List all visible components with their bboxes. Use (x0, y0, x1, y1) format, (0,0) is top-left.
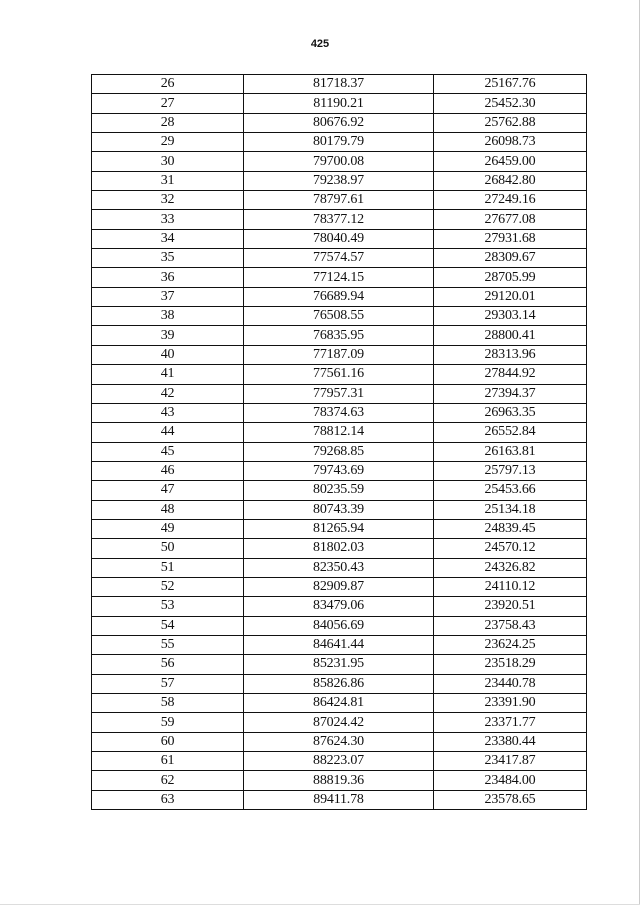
table-row (92, 500, 587, 519)
x-value-cell: 77574.57 (244, 249, 434, 268)
y-value-cell: 23518.29 (434, 655, 587, 674)
y-value-cell: 27394.37 (434, 384, 587, 403)
table-row (92, 481, 587, 500)
data-table (91, 74, 587, 810)
table-row (92, 655, 587, 674)
x-value-cell: 84056.69 (244, 616, 434, 635)
index-cell: 56 (92, 655, 244, 674)
index-cell: 44 (92, 423, 244, 442)
index-cell: 47 (92, 481, 244, 500)
x-value-cell: 78812.14 (244, 423, 434, 442)
y-value-cell: 24839.45 (434, 519, 587, 538)
y-value-cell: 25134.18 (434, 500, 587, 519)
index-cell: 58 (92, 694, 244, 713)
x-value-cell: 78377.12 (244, 210, 434, 229)
y-value-cell: 24570.12 (434, 539, 587, 558)
y-value-cell: 26098.73 (434, 133, 587, 152)
x-value-cell: 81802.03 (244, 539, 434, 558)
y-value-cell: 25762.88 (434, 113, 587, 132)
table-row (92, 597, 587, 616)
index-cell: 33 (92, 210, 244, 229)
index-cell: 36 (92, 268, 244, 287)
index-cell: 26 (92, 75, 244, 94)
table-row (92, 133, 587, 152)
y-value-cell: 24110.12 (434, 577, 587, 596)
table-row (92, 152, 587, 171)
x-value-cell: 85826.86 (244, 674, 434, 693)
table-row (92, 771, 587, 790)
y-value-cell: 23758.43 (434, 616, 587, 635)
table-row (92, 674, 587, 693)
index-cell: 40 (92, 345, 244, 364)
y-value-cell: 23578.65 (434, 790, 587, 809)
index-cell: 48 (92, 500, 244, 519)
index-cell: 62 (92, 771, 244, 790)
x-value-cell: 80743.39 (244, 500, 434, 519)
table-row (92, 461, 587, 480)
y-value-cell: 26163.81 (434, 442, 587, 461)
index-cell: 28 (92, 113, 244, 132)
table-row (92, 365, 587, 384)
y-value-cell: 26459.00 (434, 152, 587, 171)
table-row (92, 345, 587, 364)
index-cell: 52 (92, 577, 244, 596)
y-value-cell: 23920.51 (434, 597, 587, 616)
table-row (92, 384, 587, 403)
table-row (92, 268, 587, 287)
table-row (92, 635, 587, 654)
index-cell: 31 (92, 171, 244, 190)
table-row (92, 732, 587, 751)
index-cell: 27 (92, 94, 244, 113)
table-row (92, 75, 587, 94)
y-value-cell: 24326.82 (434, 558, 587, 577)
table-row (92, 713, 587, 732)
table-row (92, 191, 587, 210)
table-row (92, 210, 587, 229)
y-value-cell: 28800.41 (434, 326, 587, 345)
x-value-cell: 78040.49 (244, 229, 434, 248)
index-cell: 51 (92, 558, 244, 577)
index-cell: 41 (92, 365, 244, 384)
x-value-cell: 85231.95 (244, 655, 434, 674)
y-value-cell: 27249.16 (434, 191, 587, 210)
x-value-cell: 80235.59 (244, 481, 434, 500)
table-row (92, 790, 587, 809)
y-value-cell: 29303.14 (434, 307, 587, 326)
index-cell: 29 (92, 133, 244, 152)
y-value-cell: 28705.99 (434, 268, 587, 287)
index-cell: 61 (92, 752, 244, 771)
index-cell: 34 (92, 229, 244, 248)
table-row (92, 94, 587, 113)
table-row (92, 403, 587, 422)
index-cell: 55 (92, 635, 244, 654)
x-value-cell: 78374.63 (244, 403, 434, 422)
index-cell: 53 (92, 597, 244, 616)
x-value-cell: 76508.55 (244, 307, 434, 326)
table-row (92, 307, 587, 326)
y-value-cell: 23624.25 (434, 635, 587, 654)
table-row (92, 577, 587, 596)
table-row (92, 423, 587, 442)
x-value-cell: 87024.42 (244, 713, 434, 732)
table-row (92, 558, 587, 577)
x-value-cell: 76689.94 (244, 287, 434, 306)
table-row (92, 113, 587, 132)
table-row (92, 616, 587, 635)
y-value-cell: 26842.80 (434, 171, 587, 190)
index-cell: 49 (92, 519, 244, 538)
x-value-cell: 79268.85 (244, 442, 434, 461)
x-value-cell: 77561.16 (244, 365, 434, 384)
y-value-cell: 25452.30 (434, 94, 587, 113)
y-value-cell: 28313.96 (434, 345, 587, 364)
x-value-cell: 79743.69 (244, 461, 434, 480)
y-value-cell: 23371.77 (434, 713, 587, 732)
x-value-cell: 88819.36 (244, 771, 434, 790)
index-cell: 39 (92, 326, 244, 345)
x-value-cell: 83479.06 (244, 597, 434, 616)
index-cell: 54 (92, 616, 244, 635)
x-value-cell: 81718.37 (244, 75, 434, 94)
table-row (92, 442, 587, 461)
y-value-cell: 27844.92 (434, 365, 587, 384)
y-value-cell: 25797.13 (434, 461, 587, 480)
x-value-cell: 77187.09 (244, 345, 434, 364)
x-value-cell: 87624.30 (244, 732, 434, 751)
y-value-cell: 25167.76 (434, 75, 587, 94)
x-value-cell: 79238.97 (244, 171, 434, 190)
table-row (92, 326, 587, 345)
x-value-cell: 86424.81 (244, 694, 434, 713)
index-cell: 46 (92, 461, 244, 480)
index-cell: 63 (92, 790, 244, 809)
index-cell: 38 (92, 307, 244, 326)
x-value-cell: 80676.92 (244, 113, 434, 132)
table-row (92, 249, 587, 268)
index-cell: 32 (92, 191, 244, 210)
y-value-cell: 23417.87 (434, 752, 587, 771)
x-value-cell: 84641.44 (244, 635, 434, 654)
table-body (92, 75, 587, 810)
table-row (92, 287, 587, 306)
index-cell: 57 (92, 674, 244, 693)
x-value-cell: 79700.08 (244, 152, 434, 171)
table-row (92, 519, 587, 538)
x-value-cell: 82350.43 (244, 558, 434, 577)
x-value-cell: 81265.94 (244, 519, 434, 538)
y-value-cell: 23440.78 (434, 674, 587, 693)
x-value-cell: 89411.78 (244, 790, 434, 809)
index-cell: 45 (92, 442, 244, 461)
page-number: 425 (310, 38, 330, 50)
y-value-cell: 26963.35 (434, 403, 587, 422)
y-value-cell: 26552.84 (434, 423, 587, 442)
x-value-cell: 88223.07 (244, 752, 434, 771)
y-value-cell: 23380.44 (434, 732, 587, 751)
y-value-cell: 28309.67 (434, 249, 587, 268)
table-row (92, 539, 587, 558)
y-value-cell: 23484.00 (434, 771, 587, 790)
x-value-cell: 77957.31 (244, 384, 434, 403)
x-value-cell: 81190.21 (244, 94, 434, 113)
y-value-cell: 27931.68 (434, 229, 587, 248)
y-value-cell: 29120.01 (434, 287, 587, 306)
table-row (92, 229, 587, 248)
y-value-cell: 23391.90 (434, 694, 587, 713)
index-cell: 42 (92, 384, 244, 403)
index-cell: 59 (92, 713, 244, 732)
index-cell: 37 (92, 287, 244, 306)
index-cell: 50 (92, 539, 244, 558)
index-cell: 30 (92, 152, 244, 171)
x-value-cell: 78797.61 (244, 191, 434, 210)
y-value-cell: 25453.66 (434, 481, 587, 500)
table-row (92, 752, 587, 771)
table-row (92, 171, 587, 190)
y-value-cell: 27677.08 (434, 210, 587, 229)
x-value-cell: 82909.87 (244, 577, 434, 596)
index-cell: 43 (92, 403, 244, 422)
table-row (92, 694, 587, 713)
index-cell: 35 (92, 249, 244, 268)
x-value-cell: 77124.15 (244, 268, 434, 287)
x-value-cell: 80179.79 (244, 133, 434, 152)
x-value-cell: 76835.95 (244, 326, 434, 345)
index-cell: 60 (92, 732, 244, 751)
